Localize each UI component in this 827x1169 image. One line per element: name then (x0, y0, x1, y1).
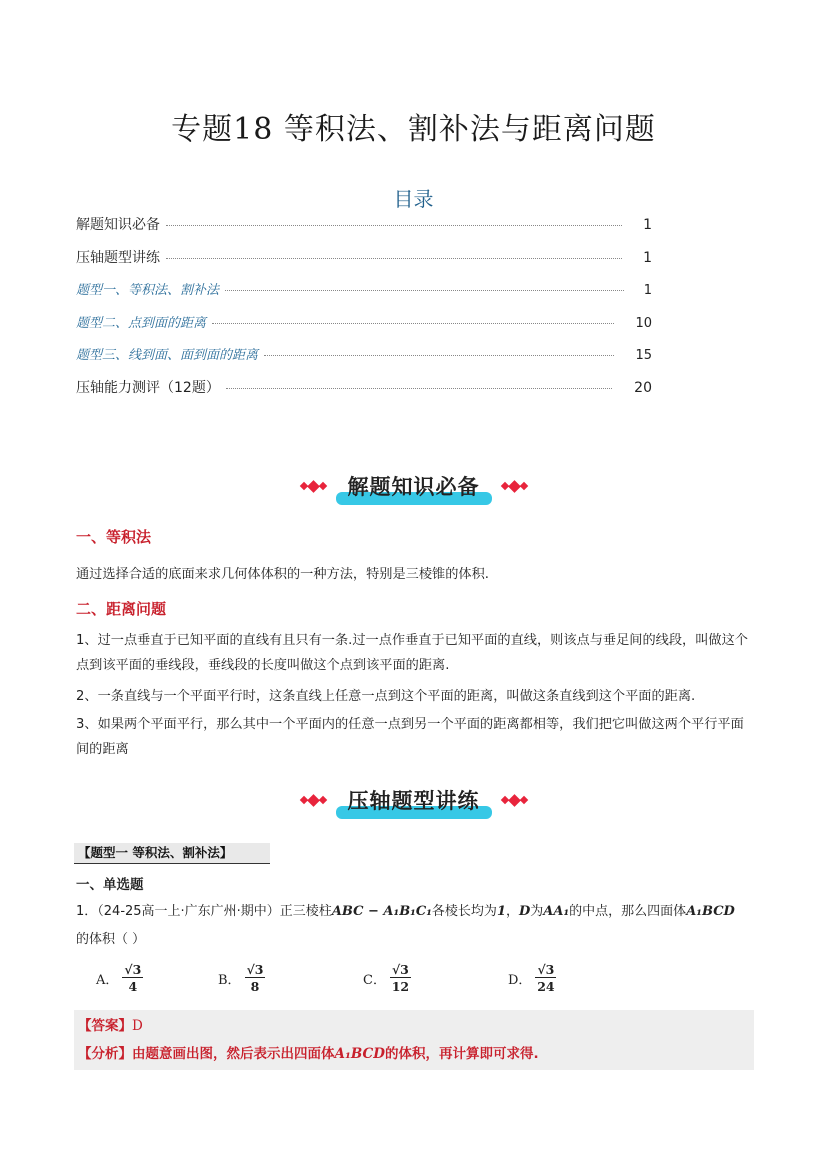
question-type-label: 【题型一 等积法、割补法】 (74, 843, 270, 864)
toc-leader (225, 290, 624, 291)
section-banner (0, 780, 827, 820)
diamond-decoration-icon (502, 482, 527, 491)
toc-item[interactable] (76, 344, 652, 377)
option-c[interactable]: C． $\frac{√3}{12}$ (363, 962, 410, 994)
toc-item[interactable] (76, 214, 652, 247)
toc-item-page: 10 (635, 315, 652, 331)
paragraph: 2、一条直线与一个平面平行时，这条直线上任意一点到这个平面的距离，叫做这条直线到这个平面的距离. (76, 689, 696, 704)
toc-item-label: 题型二、点到面的距离 (76, 315, 207, 331)
toc-item-page: 1 (643, 217, 652, 233)
option-d[interactable]: D． $\frac{√3}{24}$ (508, 962, 555, 994)
diamond-decoration-icon (502, 796, 527, 805)
question-stem: 1．（24-25高一上·广东广州·期中）正三棱柱ABC − A₁B₁C₁各棱长均为1，D为AA₁的中点，那么四面体A₁BCD 的体积（ ） (76, 904, 735, 947)
option-a[interactable]: A． $\frac{√3}{4}$ (96, 962, 142, 994)
toc-item-label: 压轴能力测评（12题） (76, 379, 220, 396)
section-banner-label: 压轴题型讲练 (334, 783, 494, 817)
toc-item-label: 解题知识必备 (76, 217, 160, 233)
section-heading: 一、等积法 (76, 528, 152, 546)
answer-options (96, 962, 556, 994)
toc-item-label: 压轴题型讲练 (76, 249, 160, 266)
toc-item-label: 题型一、等积法、割补法 (76, 283, 220, 299)
question-category: 一、单选题 (76, 877, 144, 893)
diamond-decoration-icon (301, 796, 326, 805)
toc-item-page: 20 (634, 379, 652, 396)
table-of-contents (76, 214, 652, 410)
toc-item[interactable] (76, 247, 652, 280)
toc-leader (166, 225, 622, 226)
toc-item-label: 题型三、线到面、面到面的距离 (76, 348, 259, 364)
toc-heading: 目录 (393, 187, 434, 211)
answer-line: 【答案】D (78, 1018, 143, 1034)
paragraph: 3、如果两个平面平行，那么其中一个平面内的任意一点到另一个平面的距离都相等，我们把它叫做这两个平行平面间的距离 (76, 717, 744, 757)
option-b[interactable]: B． $\frac{√3}{8}$ (218, 962, 264, 994)
toc-item[interactable] (76, 312, 652, 345)
diamond-decoration-icon (301, 482, 326, 491)
paragraph: 1、过一点垂直于已知平面的直线有且只有一条.过一点作垂直于已知平面的直线，则该点与垂足间的线段，叫做这个点到该平面的垂线段，垂线段的长度叫做这个点到该平面的距离. (76, 633, 748, 673)
toc-leader (264, 355, 614, 356)
toc-item-page: 15 (635, 348, 652, 364)
toc-item-page: 1 (643, 249, 652, 266)
document-title: 专题18 等积法、割补法与距离问题 (171, 112, 656, 147)
paragraph: 通过选择合适的底面来求几何体体积的一种方法，特别是三棱锥的体积. (76, 567, 490, 582)
section-heading: 二、距离问题 (76, 600, 167, 618)
section-banner (0, 466, 827, 506)
toc-leader (212, 323, 614, 324)
toc-item[interactable] (76, 279, 652, 312)
analysis-line: 【分析】由题意画出图，然后表示出四面体A₁BCD的体积，再计算即可求得. (78, 1046, 539, 1062)
toc-item-page: 1 (643, 283, 652, 299)
toc-item[interactable] (76, 377, 652, 410)
toc-leader (226, 388, 612, 389)
section-banner-label: 解题知识必备 (334, 469, 494, 503)
toc-leader (166, 258, 622, 259)
